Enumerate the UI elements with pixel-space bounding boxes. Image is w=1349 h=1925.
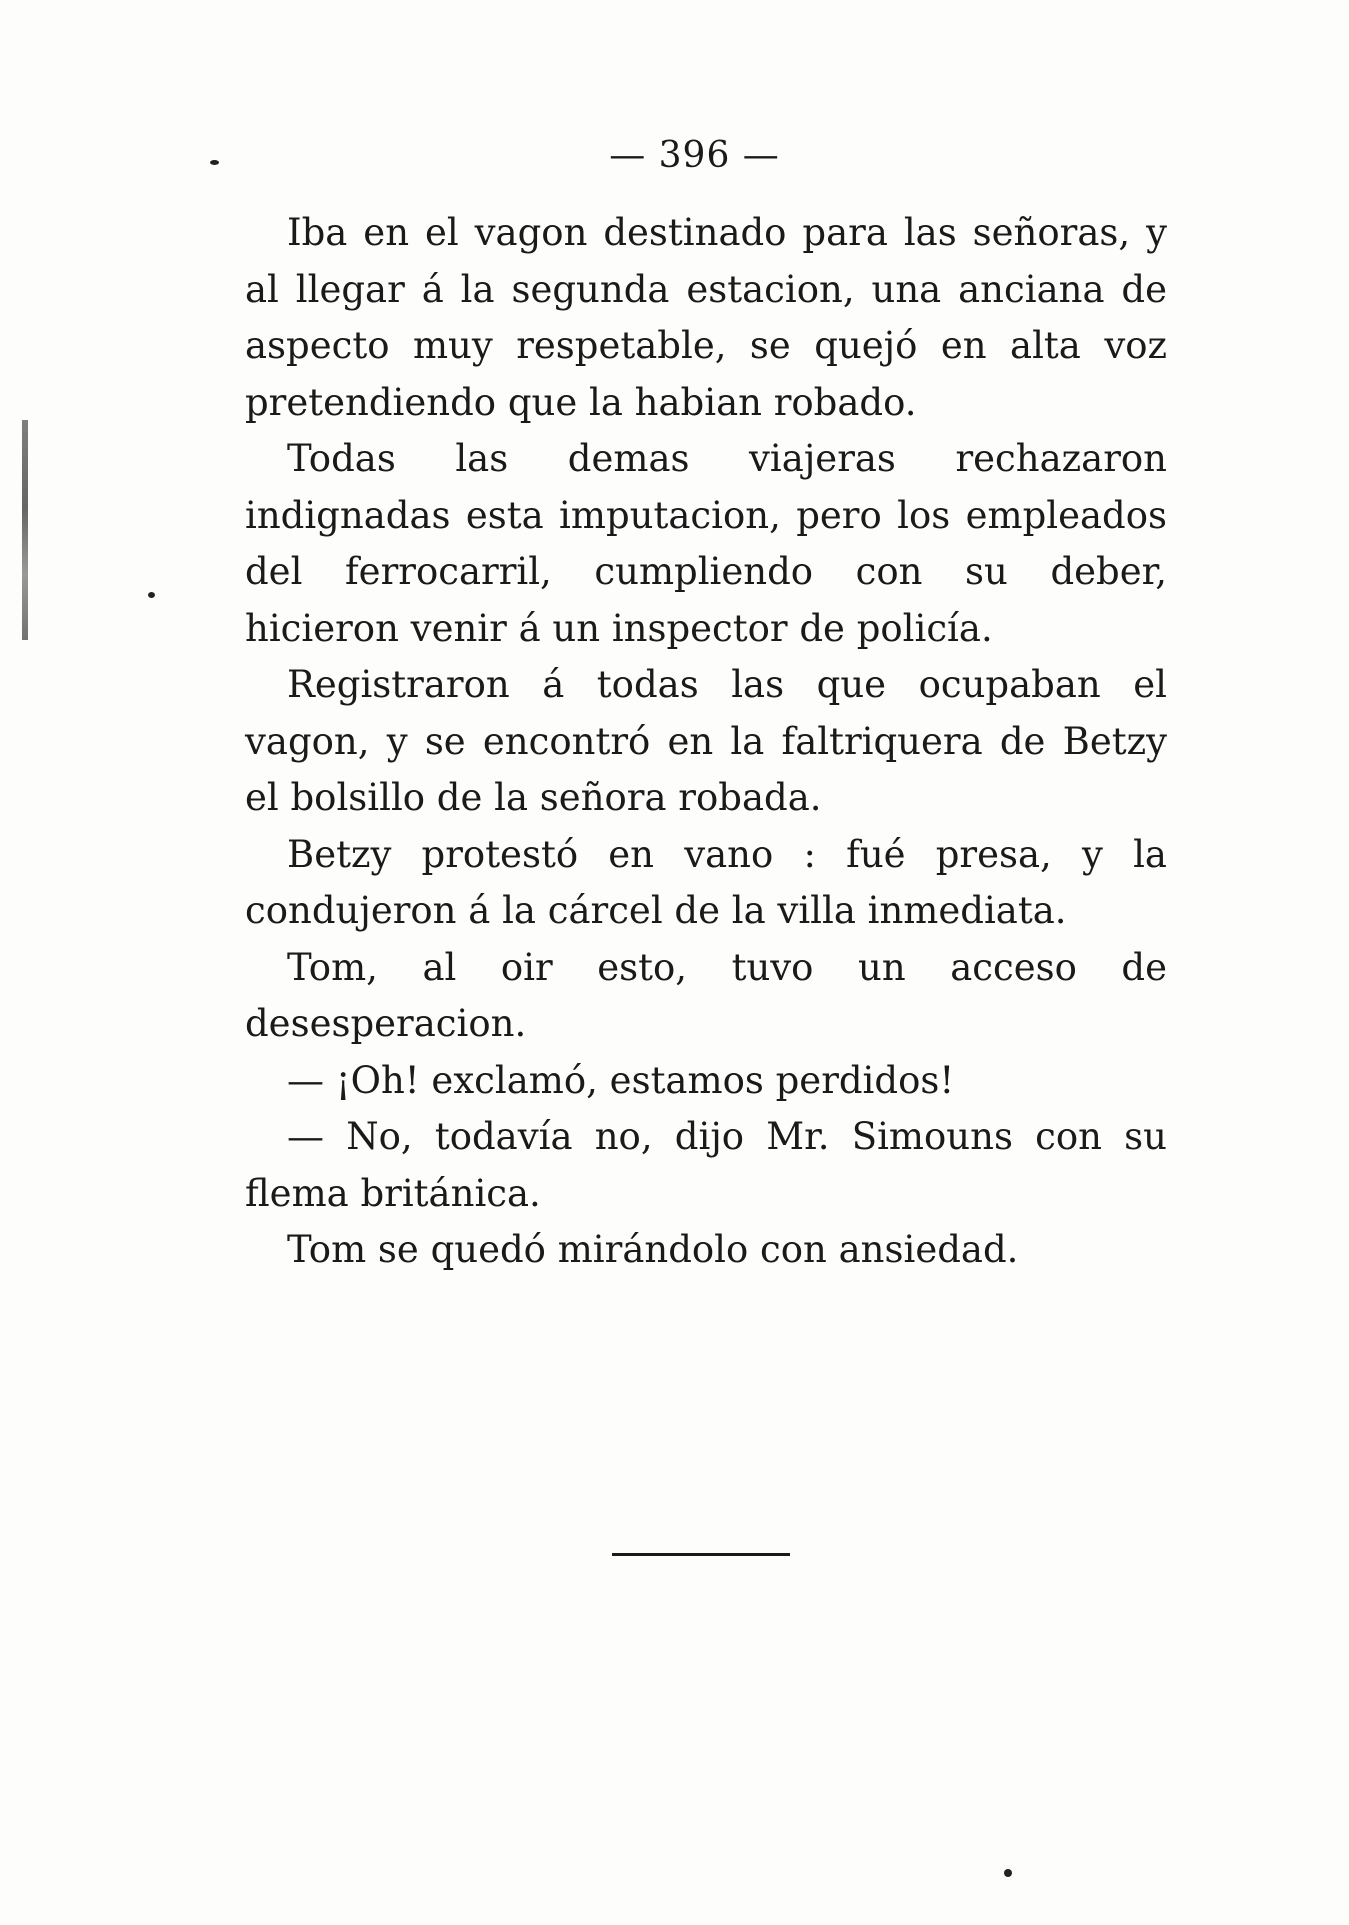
dialogue-line: — No, todavía no, dijo Mr. Simouns con su flema británica. xyxy=(245,1115,1167,1215)
paragraph: Registraron á todas las que ocupaban el vagon, y se encontró en la faltriquera de Betzy el bolsillo de la señora robada. xyxy=(245,663,1167,819)
binding-shadow xyxy=(22,420,28,640)
paragraph: Tom, al oir esto, tuvo un acceso de desesperacion. xyxy=(245,945,1167,1045)
paragraph: Tom se quedó mirándolo con ansiedad. xyxy=(287,1228,1019,1271)
paragraph: Betzy protestó en vano : fué presa, y la condujeron á la cárcel de la villa inmediata. xyxy=(245,832,1167,932)
paragraph: Iba en el vagon destinado para las señoras, y al llegar á la segunda estacion, una anciana de aspecto muy respetable, se quejó en alta voz pretendiendo que la habian robado. xyxy=(245,211,1167,424)
scan-speck xyxy=(148,592,155,598)
paragraph: Todas las demas viajeras rechazaron indignadas esta imputacion, pero los empleados del ferrocarril, cumpliendo con su deber, hicieron venir á un inspector de policía. xyxy=(245,437,1167,650)
dialogue-line: — ¡Oh! exclamó, estamos perdidos! xyxy=(287,1058,955,1102)
section-end-rule xyxy=(612,1553,790,1556)
page-number: — 396 — xyxy=(609,135,780,176)
scan-speck xyxy=(1004,1869,1012,1877)
body-text xyxy=(245,205,1167,1279)
